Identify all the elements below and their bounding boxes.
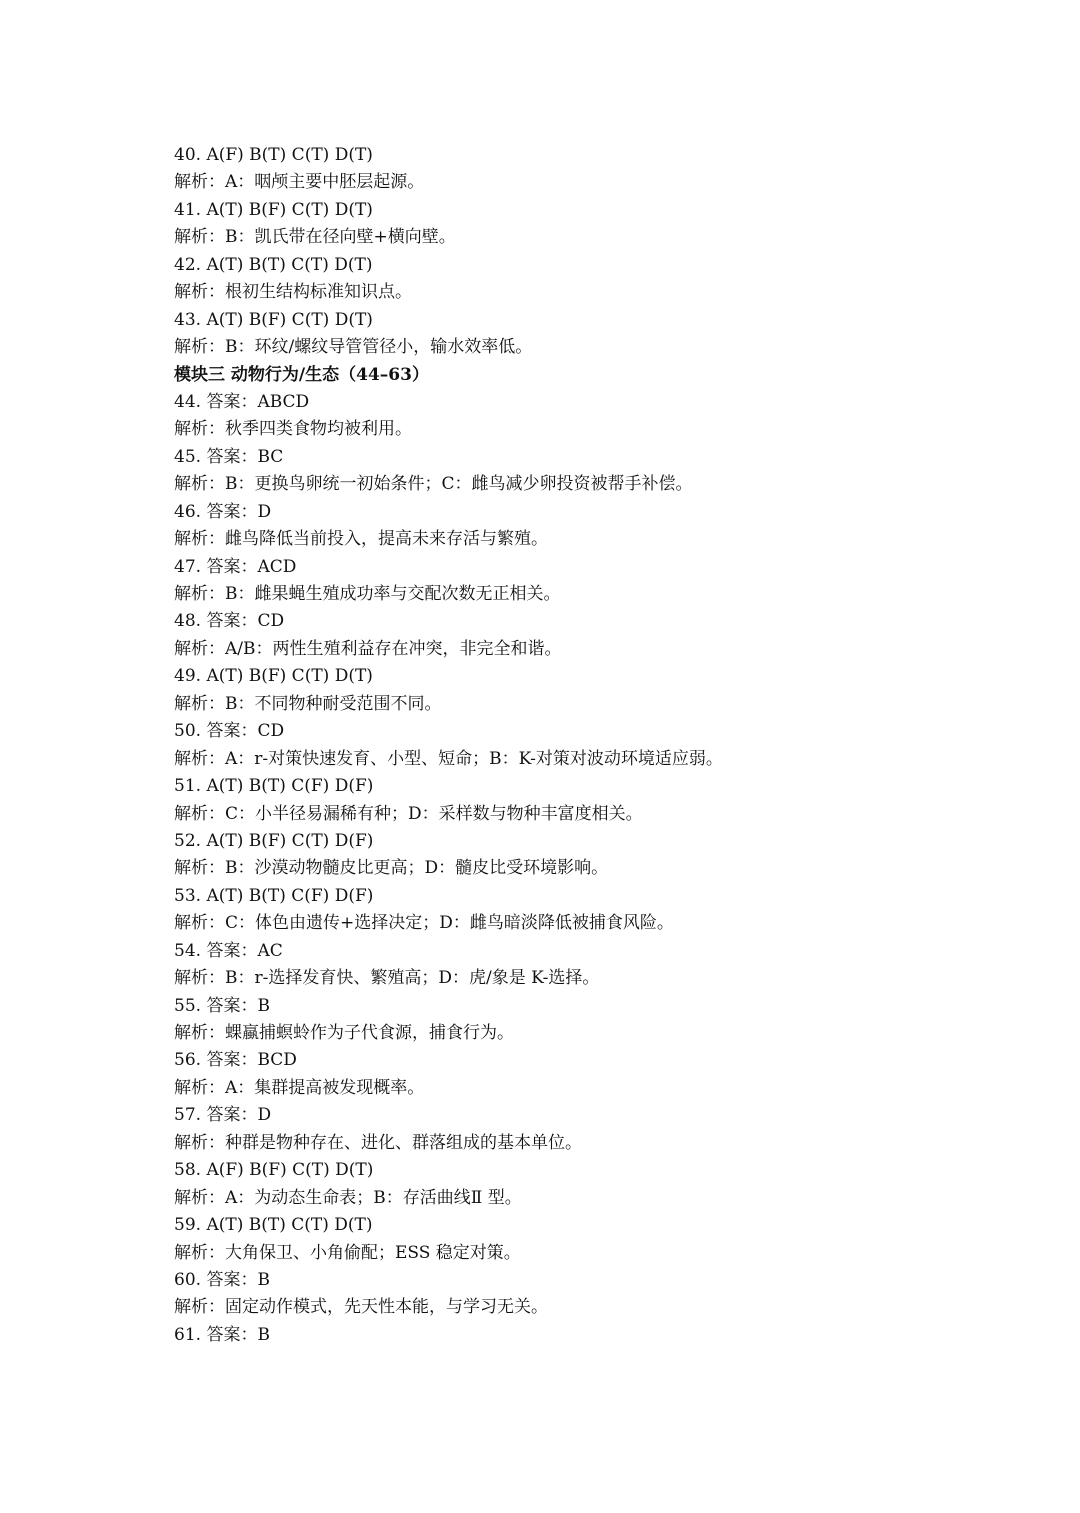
answer-line: 55. 答案：B: [174, 995, 270, 1016]
answer-line: 59. A(T) B(T) C(T) D(T): [174, 1215, 373, 1236]
answer-line: 53. A(T) B(T) C(F) D(F): [174, 885, 374, 906]
answer-line: 49. A(T) B(F) C(T) D(T): [174, 666, 373, 687]
explanation-line: 解析：B：雌果蝇生殖成功率与交配次数无正相关。: [174, 584, 561, 604]
answer-line: 56. 答案：BCD: [174, 1050, 297, 1071]
answer-line: 51. A(T) B(T) C(F) D(F): [174, 776, 374, 797]
explanation-line: 解析：种群是物种存在、进化、群落组成的基本单位。: [174, 1132, 582, 1153]
answer-line: 50. 答案：CD: [174, 721, 285, 742]
explanation-line: 解析：B：r-选择发育快、繁殖高；D：虎/象是 K-选择。: [174, 968, 600, 989]
answer-line: 45. 答案：BC: [174, 446, 284, 467]
explanation-line: 解析：B：更换鸟卵统一初始条件；C：雌鸟减少卵投资被帮手补偿。: [174, 474, 693, 495]
explanation-line: 解析：A：为动态生命表；B：存活曲线Ⅱ 型。: [174, 1187, 522, 1208]
answer-line: 58. A(F) B(F) C(T) D(T): [174, 1160, 374, 1181]
answer-line: 41. A(T) B(F) C(T) D(T): [174, 199, 373, 220]
explanation-line: 解析：大角保卫、小角偷配；ESS 稳定对策。: [174, 1242, 521, 1263]
explanation-line: 解析：C：体色由遗传+选择决定；D：雌鸟暗淡降低被捕食风险。: [174, 913, 674, 934]
section-heading: 模块三 动物行为/生态（44–63）: [174, 364, 429, 385]
explanation-line: 解析：C：小半径易漏稀有种；D：采样数与物种丰富度相关。: [174, 803, 643, 824]
explanation-line: 解析：B：环纹/螺纹导管管径小，输水效率低。: [174, 337, 533, 358]
explanation-line: 解析：固定动作模式，先天性本能，与学习无关。: [174, 1297, 548, 1318]
explanation-line: 解析：A/B：两性生殖利益存在冲突，非完全和谐。: [174, 638, 562, 659]
answer-line: 42. A(T) B(T) C(T) D(T): [174, 254, 373, 275]
answer-line: 47. 答案：ACD: [174, 556, 297, 577]
explanation-line: 解析：雌鸟降低当前投入，提高未来存活与繁殖。: [174, 529, 548, 550]
explanation-line: 解析：B：不同物种耐受范围不同。: [174, 693, 442, 714]
explanation-line: 解析：A：咽颅主要中胚层起源。: [174, 172, 425, 193]
answer-line: 54. 答案：AC: [174, 940, 283, 961]
explanation-line: 解析：秋季四类食物均被利用。: [174, 419, 412, 440]
answer-line: 40. A(F) B(T) C(T) D(T): [174, 145, 373, 165]
explanation-line: 解析：B：凯氏带在径向壁+横向壁。: [174, 227, 456, 248]
explanation-line: 解析：根初生结构标准知识点。: [174, 282, 412, 303]
explanation-line: 解析：A：集群提高被发现概率。: [174, 1077, 425, 1098]
explanation-line: 解析：A：r-对策快速发育、小型、短命；B：K-对策对波动环境适应弱。: [174, 748, 723, 769]
answer-line: 44. 答案：ABCD: [174, 391, 310, 412]
answer-line: 52. A(T) B(F) C(T) D(F): [174, 830, 374, 851]
answer-line: 60. 答案：B: [174, 1269, 270, 1290]
document-page: [174, 142, 1034, 1349]
answer-line: 48. 答案：CD: [174, 611, 285, 632]
answer-line: 46. 答案：D: [174, 501, 272, 522]
answer-line: 57. 答案：D: [174, 1105, 272, 1126]
explanation-line: 解析：蜾蠃捕螟蛉作为子代食源，捕食行为。: [174, 1023, 514, 1043]
answer-line: 61. 答案：B: [174, 1324, 270, 1345]
explanation-line: 解析：B：沙漠动物髓皮比更高；D：髓皮比受环境影响。: [174, 858, 609, 879]
answer-line: 43. A(T) B(F) C(T) D(T): [174, 309, 373, 330]
